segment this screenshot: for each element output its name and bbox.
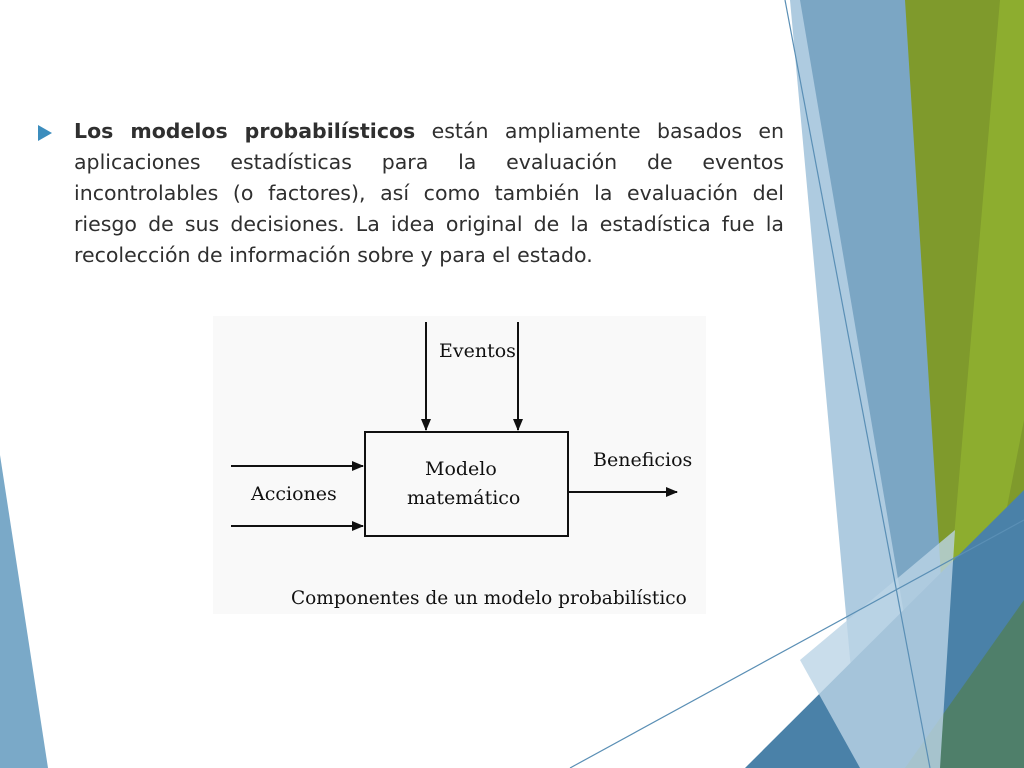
model-box-line1: Modelo [425,458,497,480]
bullet-bold-lead: Los modelos probabilísticos [74,119,416,143]
diagram-caption: Componentes de un modelo probabilístico [291,588,687,609]
events-label: Eventos [439,340,516,362]
bullet-paragraph [38,116,784,271]
model-box [365,432,568,536]
bullet-text [74,116,784,271]
model-diagram-image [213,316,706,614]
benefits-label: Beneficios [593,449,693,471]
actions-label: Acciones [251,483,337,505]
left-blue-shape [0,455,48,768]
bullet-body: están ampliamente basados en aplicaciones estadísticas para la evaluación de eventos incontrolables (o factores), así como también la evaluación del riesgo de sus decisiones. La idea original de la estadística fue la recolección de información sobre y para el estado. [74,119,784,267]
bullet-arrow-icon [38,125,52,141]
model-box-line2: matemático [407,487,521,509]
